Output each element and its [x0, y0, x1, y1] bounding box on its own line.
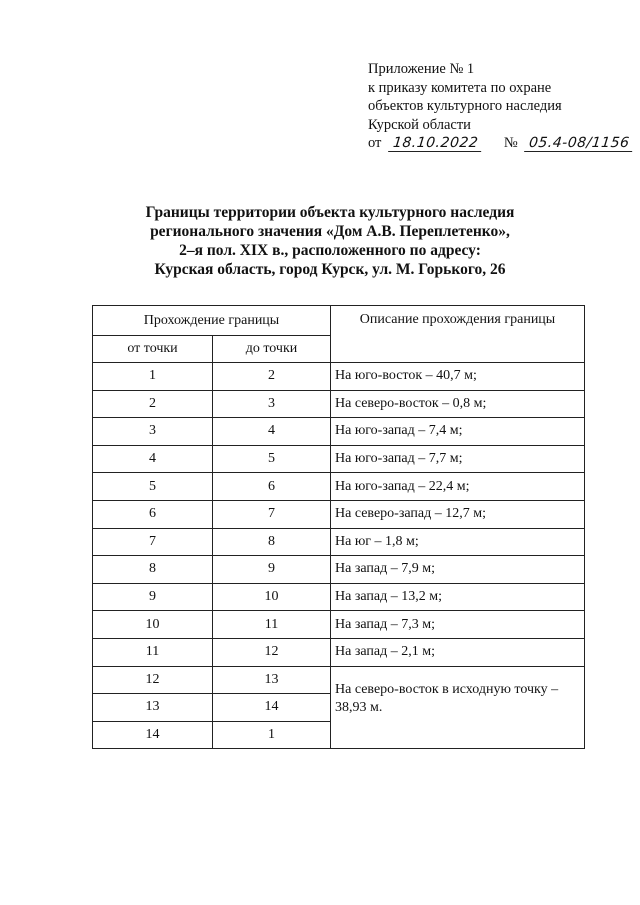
title-line-4: Курская область, город Курск, ул. М. Горького, 26: [154, 261, 506, 278]
annex-date-number-line: [368, 134, 631, 153]
annex-committee-line: объектов культурного наследия: [368, 98, 562, 114]
to-point-cell: 1: [213, 721, 331, 749]
to-point-cell: 7: [213, 500, 331, 528]
table-row: [93, 556, 585, 584]
from-point-cell: 14: [93, 721, 213, 749]
description-cell: На запад – 7,9 м;: [331, 556, 585, 584]
table-row: [93, 473, 585, 501]
table-row: [93, 418, 585, 446]
table-row: [93, 390, 585, 418]
from-point-cell: 8: [93, 556, 213, 584]
table-row: [93, 500, 585, 528]
from-point-cell: 5: [93, 473, 213, 501]
description-cell: На запад – 7,3 м;: [331, 611, 585, 639]
from-point-cell: 10: [93, 611, 213, 639]
description-cell: На запад – 13,2 м;: [331, 583, 585, 611]
table-row: [93, 445, 585, 473]
from-point-cell: 2: [93, 390, 213, 418]
description-cell: На северо-запад – 12,7 м;: [331, 500, 585, 528]
to-point-cell: 4: [213, 418, 331, 446]
header-boundary-passage: Прохождение границы: [93, 306, 331, 336]
table-row: [93, 638, 585, 666]
title-line-1: Границы территории объекта культурного наследия: [145, 204, 515, 221]
to-point-cell: 9: [213, 556, 331, 584]
to-point-cell: 12: [213, 638, 331, 666]
description-cell: На юго-запад – 22,4 м;: [331, 473, 585, 501]
table-row: [93, 666, 585, 694]
from-point-cell: 9: [93, 583, 213, 611]
annex-title: Приложение № 1: [368, 61, 475, 77]
annex-region-line: Курской области: [368, 116, 471, 133]
document-title: [90, 203, 570, 279]
header-description: Описание прохождения границы: [331, 306, 585, 363]
to-point-cell: 5: [213, 445, 331, 473]
from-point-cell: 6: [93, 500, 213, 528]
table-body: [93, 363, 585, 749]
merged-description-cell: На северо-восток в исходную точку – 38,93 м.: [331, 666, 585, 749]
from-point-cell: 11: [93, 638, 213, 666]
handwritten-date: 18.10.2022: [388, 135, 483, 152]
description-cell: На северо-восток – 0,8 м;: [331, 390, 585, 418]
from-point-cell: 1: [93, 363, 213, 391]
table-row: [93, 363, 585, 391]
description-cell: На юго-восток – 40,7 м;: [331, 363, 585, 391]
description-cell: На юго-запад – 7,4 м;: [331, 418, 585, 446]
to-point-cell: 14: [213, 694, 331, 722]
to-point-cell: 13: [213, 666, 331, 694]
to-point-cell: 11: [213, 611, 331, 639]
annex-order-line: к приказу комитета по охране: [368, 79, 552, 96]
table-row: [93, 583, 585, 611]
handwritten-number: 05.4-08/1156: [524, 135, 634, 152]
number-label: №: [503, 135, 518, 151]
from-point-cell: 12: [93, 666, 213, 694]
to-point-cell: 3: [213, 390, 331, 418]
title-line-2: регионального значения «Дом А.В. Переплетенко»,: [150, 223, 510, 240]
to-point-cell: 10: [213, 583, 331, 611]
from-label: от: [368, 135, 382, 151]
header-to-point: до точки: [213, 336, 331, 363]
to-point-cell: 8: [213, 528, 331, 556]
from-point-cell: 13: [93, 694, 213, 722]
boundary-table: [92, 305, 585, 749]
description-cell: На запад – 2,1 м;: [331, 638, 585, 666]
from-point-cell: 7: [93, 528, 213, 556]
table-row: [93, 611, 585, 639]
to-point-cell: 6: [213, 473, 331, 501]
header-from-point: от точки: [93, 336, 213, 363]
table-row: [93, 528, 585, 556]
annex-header: [368, 60, 631, 153]
description-cell: На юго-запад – 7,7 м;: [331, 445, 585, 473]
table-header-row: [93, 306, 585, 336]
from-point-cell: 3: [93, 418, 213, 446]
to-point-cell: 2: [213, 363, 331, 391]
description-cell: На юг – 1,8 м;: [331, 528, 585, 556]
title-line-3: 2–я пол. XIX в., расположенного по адресу:: [179, 242, 481, 259]
from-point-cell: 4: [93, 445, 213, 473]
